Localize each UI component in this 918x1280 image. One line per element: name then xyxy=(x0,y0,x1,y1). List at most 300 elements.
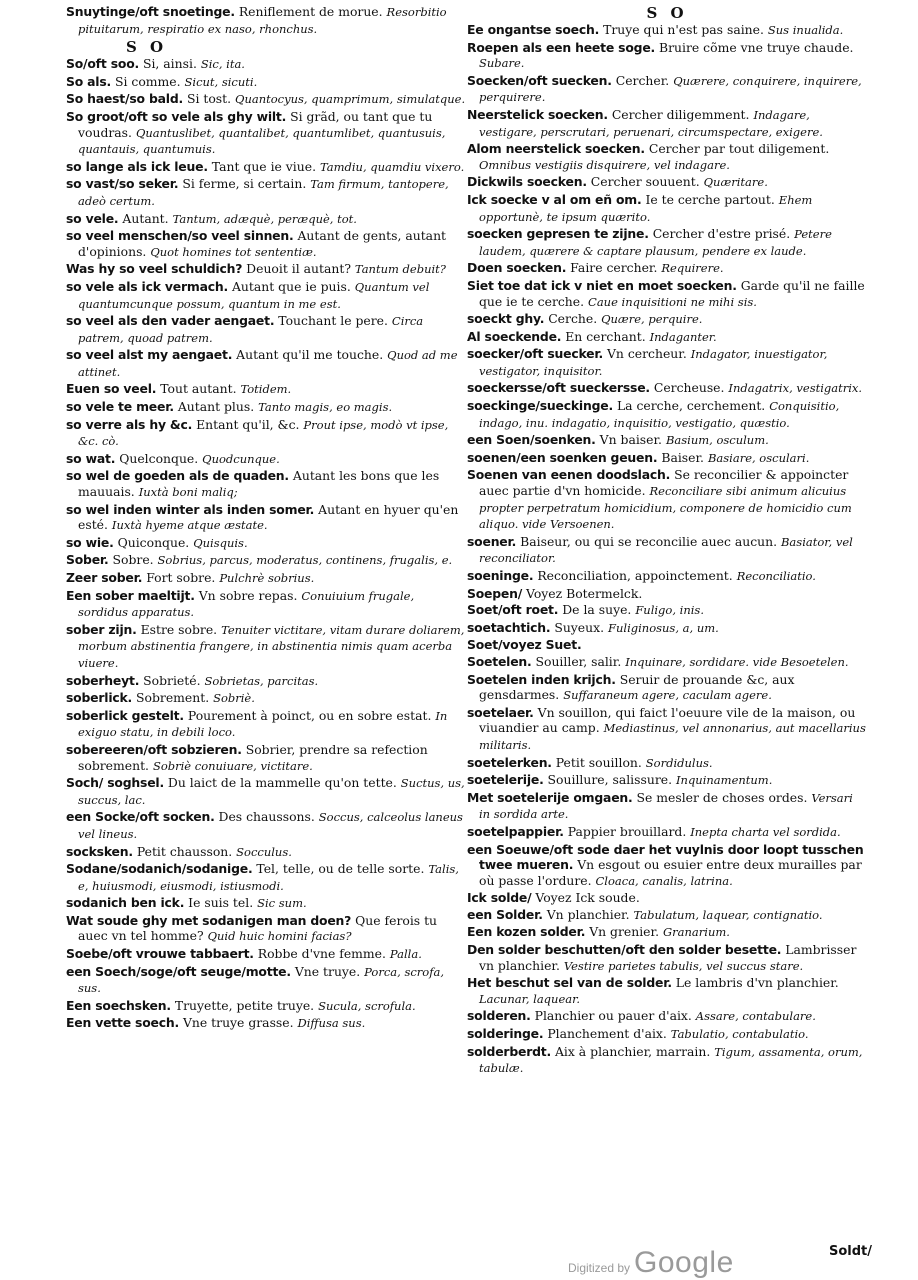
dictionary-entry xyxy=(66,809,466,842)
dictionary-entry xyxy=(66,690,466,707)
headword: Een vette soech. xyxy=(66,1015,180,1031)
latin-gloss: Palla. xyxy=(389,947,422,962)
headword: So groot/oft so vele als ghy wilt. xyxy=(66,108,287,124)
google-watermark xyxy=(568,1246,734,1280)
latin-gloss: Sobriè conuiuare, victitare. xyxy=(152,758,313,773)
latin-gloss: Suffaraneum agere, caculam agere. xyxy=(563,688,772,703)
dictionary-entry xyxy=(467,637,867,653)
latin-gloss: Iuxtà boni maliq; xyxy=(138,485,238,500)
french-gloss: Fort sobre. xyxy=(146,570,216,585)
dictionary-entry xyxy=(467,73,867,106)
french-gloss: Si tost. xyxy=(186,91,232,107)
french-gloss: Autant les bons que les mauuais. xyxy=(78,468,440,500)
french-gloss: En cerchant. xyxy=(565,328,646,344)
french-gloss: Vn planchier. xyxy=(546,906,630,922)
latin-gloss: Indagator, inuestigator, vestigator, inquisitor. xyxy=(479,347,828,378)
french-gloss: Vne truye grasse. xyxy=(182,1015,294,1031)
latin-gloss: Quære, perquire. xyxy=(601,312,703,327)
dictionary-entry xyxy=(66,844,466,861)
headword: so vele te meer. xyxy=(66,399,174,415)
french-gloss: Estre sobre. xyxy=(140,621,218,637)
headword: Wat soude ghy met sodanigen man doen? xyxy=(66,912,352,928)
headword: Het beschut sel van de solder. xyxy=(467,975,672,991)
french-gloss: Vne truye. xyxy=(294,963,361,979)
headword: Ee ongantse soech. xyxy=(467,22,600,37)
latin-gloss: Quantum vel quantumcunque possum, quantum in me est. xyxy=(78,279,430,311)
headword: so wat. xyxy=(66,450,116,466)
headword: soberlick gestelt. xyxy=(66,707,184,723)
latin-gloss: In exiguo statu, in debili loco. xyxy=(78,708,448,740)
dictionary-entry xyxy=(467,824,867,841)
headword: soeckinge/sueckinge. xyxy=(467,398,613,414)
latin-gloss: Socculus. xyxy=(236,844,292,859)
headword: Een sober maeltijt. xyxy=(66,587,195,603)
dictionary-entry xyxy=(467,654,867,671)
headword: soeckersse/oft sueckersse. xyxy=(467,380,650,396)
french-gloss: Vn baiser. xyxy=(599,432,662,448)
dictionary-entry xyxy=(66,570,466,587)
dictionary-entry xyxy=(66,399,466,416)
latin-gloss: Caue inquisitioni ne mihi sis. xyxy=(588,294,757,309)
dictionary-entry xyxy=(66,895,466,912)
headword: so veel alst my aengaet. xyxy=(66,347,233,363)
latin-gloss: Conuiuium frugale, sordidus apparatus. xyxy=(78,588,415,620)
headword: Soet/voyez Suet. xyxy=(467,637,582,653)
headword: soetelerken. xyxy=(467,754,552,770)
dictionary-entry xyxy=(467,432,867,449)
french-gloss: Cercher par tout diligement. xyxy=(648,141,830,157)
french-gloss: Garde qu'il ne faille que ie te cerche. xyxy=(479,277,865,309)
headword: soberlick. xyxy=(66,690,133,706)
latin-gloss: Sic sum. xyxy=(257,896,307,911)
french-gloss: La cerche, cerchement. xyxy=(616,398,766,414)
headword: solderinge. xyxy=(467,1026,544,1042)
headword: Neerstelick soecken. xyxy=(467,106,608,122)
latin-gloss: Indagare, vestigare, perscrutari, peruenari, circumspectare, exigere. xyxy=(479,107,823,139)
latin-gloss: Reconciliatio. xyxy=(736,569,816,583)
dictionary-entry xyxy=(66,56,466,73)
french-gloss: Robbe d'vne femme. xyxy=(257,946,386,962)
latin-gloss: Fuliginosus, a, um. xyxy=(608,620,719,635)
catchword: Soldt/ xyxy=(828,1244,872,1259)
headword: so veel menschen/so veel sinnen. xyxy=(66,228,294,244)
dictionary-entry xyxy=(66,417,466,450)
dictionary-entry xyxy=(66,502,466,534)
french-gloss: Ie te cerche partout. xyxy=(645,191,775,207)
french-gloss: Baiseur, ou qui se reconcilie auec aucun. xyxy=(520,533,778,549)
dictionary-entry xyxy=(467,141,867,173)
latin-gloss: Vestire parietes tabulis, vel succus stare. xyxy=(563,958,804,973)
headword: soecker/oft suecker. xyxy=(467,346,604,362)
french-gloss: Reconciliation, appoinctement. xyxy=(537,568,733,583)
headword: sodanich ben ick. xyxy=(66,895,185,911)
latin-gloss: Mediastinus, vel annonarius, aut macellarius militaris. xyxy=(479,721,866,752)
french-gloss: Tant que ie viue. xyxy=(211,158,317,174)
french-gloss: Touchant le pere. xyxy=(278,313,388,329)
french-gloss: Autant que ie puis. xyxy=(231,278,351,294)
french-gloss: Planchier ou pauer d'aix. xyxy=(534,1008,692,1024)
latin-gloss: Cloaca, canalis, latrina. xyxy=(595,873,733,888)
headword: Soch/ soghsel. xyxy=(66,775,164,791)
french-gloss: Autant. xyxy=(122,210,169,226)
headword: Soecken/oft suecken. xyxy=(467,72,612,88)
latin-gloss: Diffusa sus. xyxy=(297,1016,366,1031)
headword: Soet/oft roet. xyxy=(467,602,559,618)
french-gloss: Deuoit il autant? xyxy=(246,261,351,277)
french-gloss: Petit souillon. xyxy=(555,754,642,770)
headword: soetachtich. xyxy=(467,619,551,635)
french-gloss: Vn souillon, qui faict l'oeuure vile de la maison, ou viuandier au camp. xyxy=(479,704,856,736)
latin-gloss: Assare, contabulare. xyxy=(695,1009,816,1024)
french-gloss: Souillure, salissure. xyxy=(547,772,673,788)
headword: soetelerije. xyxy=(467,772,544,788)
latin-gloss: Sic, ita. xyxy=(200,57,245,72)
headword: So haest/so bald. xyxy=(66,91,184,107)
latin-gloss: Requirere. xyxy=(661,261,724,276)
dictionary-entry xyxy=(467,1008,867,1025)
headword: so wie. xyxy=(66,534,114,550)
latin-gloss: Quantuslibet, quantalibet, quantumlibet, quantusuis, quantauis, quantumuis. xyxy=(78,125,446,157)
french-gloss: Autant de gents, autant d'opinions. xyxy=(78,228,447,259)
french-gloss: Sobrier, prendre sa refection sobrement. xyxy=(78,741,428,773)
dictionary-entry xyxy=(467,467,867,532)
dictionary-entry xyxy=(66,775,466,808)
latin-gloss: Sobrietas, parcitas. xyxy=(204,673,319,688)
dictionary-entry xyxy=(66,211,466,228)
french-gloss: Voyez Ick soude. xyxy=(535,890,640,906)
french-gloss: Si ferme, si certain. xyxy=(182,176,307,192)
french-gloss: Autant en hyuer qu'en esté. xyxy=(78,501,459,533)
french-gloss: Lambrisser vn planchier. xyxy=(479,942,857,973)
french-gloss: Se reconcilier & appoincter auec partie d'vn homicide. xyxy=(479,467,849,499)
french-gloss: Faire cercher. xyxy=(570,260,658,276)
dictionary-entry xyxy=(66,451,466,468)
french-gloss: Cercheuse. xyxy=(653,380,725,396)
latin-gloss: Quot homines tot sententiæ. xyxy=(150,244,317,259)
headword: soeninge. xyxy=(467,568,534,583)
latin-gloss: Inepta charta vel sordida. xyxy=(690,824,841,839)
french-gloss: Planchement d'aix. xyxy=(547,1026,667,1042)
french-gloss: Suyeux. xyxy=(554,619,605,635)
dictionary-entry xyxy=(467,398,867,431)
headword: soenen/een soenken geuen. xyxy=(467,449,658,465)
headword: soecken gepresen te zijne. xyxy=(467,226,649,242)
dictionary-entry xyxy=(467,772,867,789)
headword: een Soen/soenken. xyxy=(467,432,596,448)
dictionary-entry xyxy=(467,975,867,1007)
latin-gloss: Petere laudem, quærere & captare plausum, pendere ex laude. xyxy=(479,227,832,258)
latin-gloss: Iuxtà hyeme atque æstate. xyxy=(111,518,268,533)
french-gloss: Vn grenier. xyxy=(589,924,660,940)
dictionary-entry xyxy=(66,708,466,741)
latin-gloss: Reconciliare sibi animum alicuius propter perpetratum homicidium, componere de homicidio cum aliquo. vide Versoenen. xyxy=(479,484,852,532)
headword: sober zijn. xyxy=(66,621,137,637)
dictionary-entry xyxy=(467,705,867,754)
french-gloss: Se mesler de choses ordes. xyxy=(636,789,808,805)
latin-gloss: Tantum debuit? xyxy=(354,262,446,277)
dictionary-entry xyxy=(467,907,867,924)
dictionary-entry xyxy=(467,672,867,704)
headword: Soepen/ xyxy=(467,585,523,601)
french-gloss: Autant qu'il me touche. xyxy=(236,347,384,363)
dictionary-entry xyxy=(467,174,867,191)
latin-gloss: Soccus, calceolus laneus vel lineus. xyxy=(78,810,463,841)
latin-gloss: Quodcunque. xyxy=(202,451,280,466)
headword: Ick soecke v al om eñ om. xyxy=(467,191,642,207)
dictionary-entry xyxy=(467,755,867,772)
french-gloss: Reniflement de morue. xyxy=(238,4,383,19)
french-gloss: Pappier brouillard. xyxy=(567,823,687,839)
headword: solderen. xyxy=(467,1008,531,1024)
latin-gloss: Basium, osculum. xyxy=(665,433,769,448)
dictionary-entry xyxy=(467,568,867,585)
headword: Sober. xyxy=(66,552,109,568)
watermark-prefix: Digitized by xyxy=(568,1261,631,1275)
headword: so verre als hy &c. xyxy=(66,416,193,432)
headword: Roepen als een heete soge. xyxy=(467,39,656,55)
dictionary-entry xyxy=(467,790,867,823)
latin-gloss: Lacunar, laquear. xyxy=(479,991,581,1006)
dictionary-entry xyxy=(467,942,867,974)
headword: Den solder beschutten/oft den solder besette. xyxy=(467,942,782,958)
french-gloss: Cercher d'estre prisé. xyxy=(652,226,791,242)
dictionary-entry xyxy=(467,534,867,567)
dictionary-entry xyxy=(467,924,867,941)
latin-gloss: Subare. xyxy=(479,56,525,71)
latin-gloss: Fuligo, inis. xyxy=(635,603,704,618)
headword: Al soeckende. xyxy=(467,328,562,344)
french-gloss: Truye qui n'est pas saine. xyxy=(603,22,764,37)
latin-gloss: Sobriè. xyxy=(213,691,255,706)
latin-gloss: Quisquis. xyxy=(193,535,248,550)
dictionary-entry xyxy=(66,673,466,690)
latin-gloss: Tabulatio, contabulatio. xyxy=(670,1027,809,1042)
french-gloss: Pourement à poinct, ou en sobre estat. xyxy=(187,707,432,723)
headword: soetelaer. xyxy=(467,704,534,720)
dictionary-entry xyxy=(467,1026,867,1043)
french-gloss: Du laict de la mammelle qu'on tette. xyxy=(167,775,397,791)
latin-gloss: Suctus, us, succus, lac. xyxy=(78,776,465,807)
french-gloss: Entant qu'il, &c. xyxy=(196,416,300,432)
dictionary-entry xyxy=(467,890,867,906)
headword: soener. xyxy=(467,533,517,549)
dictionary-entry xyxy=(66,74,466,91)
headword: solderberdt. xyxy=(467,1043,552,1059)
latin-gloss: Quid huic homini facias? xyxy=(207,929,352,944)
latin-gloss: Tamdiu, quamdiu vixero. xyxy=(319,159,465,174)
headword: een Solder. xyxy=(467,906,543,922)
section-header: S O xyxy=(126,38,168,57)
dictionary-entry xyxy=(66,109,466,158)
dictionary-entry xyxy=(66,1015,466,1032)
headword: Doen soecken. xyxy=(467,260,567,276)
latin-gloss: Tam firmum, tantopere, adeò certum. xyxy=(78,177,449,208)
dictionary-entry xyxy=(467,278,867,310)
headword: Dickwils soecken. xyxy=(467,174,587,190)
headword: Sodane/sodanich/sodanige. xyxy=(66,861,253,877)
headword: Was hy so veel schuldich? xyxy=(66,261,243,277)
headword: soeckt ghy. xyxy=(467,311,545,327)
french-gloss: Ie suis tel. xyxy=(188,895,254,911)
french-gloss: Tel, telle, ou de telle sorte. xyxy=(256,861,425,877)
headword: Alom neerstelick soecken. xyxy=(467,141,645,157)
dictionary-entry xyxy=(66,176,466,209)
french-gloss: Baiser. xyxy=(661,449,704,465)
dictionary-entry xyxy=(467,329,867,346)
latin-gloss: Pulchrè sobrius. xyxy=(219,571,315,585)
headword: so lange als ick leue. xyxy=(66,158,208,174)
headword: so wel de goeden als de quaden. xyxy=(66,468,289,484)
latin-gloss: Indaganter. xyxy=(649,329,717,344)
right-column xyxy=(467,4,867,1078)
dictionary-entry xyxy=(467,842,867,890)
dictionary-entry xyxy=(66,588,466,621)
dictionary-entry xyxy=(467,346,867,379)
headword: so vast/so seker. xyxy=(66,176,179,192)
headword: Een kozen solder. xyxy=(467,924,586,940)
latin-gloss: Tanto magis, eo magis. xyxy=(258,400,393,415)
latin-gloss: Prout ipse, modò vt ipse, &c. cò. xyxy=(78,417,449,449)
headword: socksken. xyxy=(66,843,133,859)
french-gloss: Que ferois tu auec vn tel homme? xyxy=(78,912,438,944)
dictionary-entry xyxy=(66,622,466,672)
headword: een Socke/oft socken. xyxy=(66,809,215,825)
french-gloss: Sobrement. xyxy=(136,690,210,706)
latin-gloss: Quærere, conquirere, inquirere, perquirere. xyxy=(479,73,862,105)
dictionary-entry xyxy=(467,22,867,39)
french-gloss: Si, ainsi. xyxy=(142,56,197,72)
watermark-brand: Google xyxy=(634,1246,734,1279)
latin-gloss: Quod ad me attinet. xyxy=(78,348,458,379)
headword: so wel inden winter als inden somer. xyxy=(66,501,315,517)
french-gloss: Vn cercheur. xyxy=(606,346,687,362)
french-gloss: Des chaussons. xyxy=(218,809,315,825)
latin-gloss: Basiator, vel reconciliator. xyxy=(479,534,853,566)
dictionary-entry xyxy=(66,4,466,37)
french-gloss: De la suye. xyxy=(562,602,632,618)
dictionary-entry xyxy=(467,602,867,619)
dictionary-entry xyxy=(66,742,466,774)
headword: Soebe/oft vrouwe tabbaert. xyxy=(66,946,254,962)
headword: Ick solde/ xyxy=(467,890,532,906)
french-gloss: Cercher. xyxy=(615,72,670,88)
latin-gloss: Porca, scrofa, sus. xyxy=(78,964,444,996)
dictionary-entry xyxy=(66,913,466,945)
french-gloss: Truyette, petite truye. xyxy=(174,997,315,1013)
headword: Snuytinge/oft snoetinge. xyxy=(66,4,235,19)
dictionary-entry xyxy=(467,192,867,225)
headword: soetelpappier. xyxy=(467,823,564,839)
dictionary-entry xyxy=(66,261,466,278)
french-gloss: Seruir de prouande &c, aux gensdarmes. xyxy=(479,671,795,703)
headword: soberheyt. xyxy=(66,672,140,688)
french-gloss: Le lambris d'vn planchier. xyxy=(675,975,839,991)
headword: So/oft soo. xyxy=(66,56,140,72)
headword: een Soeuwe/oft sode daer het vuylnis door loopt tusschen twee mueren. xyxy=(467,841,864,873)
dictionary-entry xyxy=(66,228,466,260)
latin-gloss: Sus inualida. xyxy=(767,23,844,37)
french-gloss: Cercher souuent. xyxy=(590,174,700,190)
dictionary-entry xyxy=(467,226,867,259)
latin-gloss: Talis, e, huiusmodi, eiusmodi, istiusmodi. xyxy=(78,862,459,893)
dictionary-entry xyxy=(66,381,466,398)
section-header: S O xyxy=(646,4,688,22)
dictionary-entry xyxy=(66,946,466,963)
latin-gloss: Quantocyus, quamprimum, simulatque. xyxy=(235,92,466,107)
dictionary-entry xyxy=(467,260,867,277)
latin-gloss: Tantum, adæquè, peræquè, tot. xyxy=(172,211,357,226)
headword: Een soechsken. xyxy=(66,997,171,1013)
french-gloss: Si comme. xyxy=(115,73,181,89)
french-gloss: Souiller, salir. xyxy=(535,653,622,669)
headword: Soetelen. xyxy=(467,653,532,669)
latin-gloss: Granarium. xyxy=(662,925,730,940)
latin-gloss: Basiare, osculari. xyxy=(707,450,810,465)
latin-gloss: Tabulatum, laquear, contignatio. xyxy=(633,907,823,922)
french-gloss: Bruire cõme vne truye chaude. xyxy=(659,39,854,55)
dictionary-entry xyxy=(66,861,466,894)
headword: So als. xyxy=(66,73,112,89)
dictionary-entry xyxy=(467,450,867,467)
french-gloss: Quelconque. xyxy=(119,450,199,466)
dictionary-entry xyxy=(66,468,466,500)
latin-gloss: Resorbitio pituitarum, respiratio ex naso, rhonchus. xyxy=(78,5,447,36)
latin-gloss: Ehem opportunè, te ipsum quærito. xyxy=(479,192,813,224)
french-gloss: Voyez Botermelck. xyxy=(526,585,643,601)
latin-gloss: Sordidulus. xyxy=(645,755,713,770)
dictionary-entry xyxy=(66,159,466,176)
headword: sobereeren/oft sobzieren. xyxy=(66,741,242,757)
latin-gloss: Tenuiter victitare, vitam durare doliarem, morbum abstinentia frangere, in abstinentia nimis quam acerba viuere. xyxy=(78,622,465,670)
french-gloss: Petit chausson. xyxy=(136,843,233,859)
headword: so vele als ick vermach. xyxy=(66,278,229,294)
latin-gloss: Omnibus vestigiis disquirere, vel indagare. xyxy=(479,157,730,172)
latin-gloss: Sucula, scrofula. xyxy=(318,998,416,1013)
latin-gloss: Tigum, assamenta, orum, tabulæ. xyxy=(479,1044,863,1076)
latin-gloss: Sobrius, parcus, moderatus, continens, frugalis, e. xyxy=(157,553,453,568)
dictionary-entry xyxy=(66,91,466,108)
left-column xyxy=(66,4,466,1033)
french-gloss: Sobrieté. xyxy=(143,672,201,688)
latin-gloss: Circa patrem, quoad patrem. xyxy=(78,314,424,345)
french-gloss: Cerche. xyxy=(548,311,598,327)
dictionary-entry xyxy=(467,586,867,602)
headword: so veel als den vader aengaet. xyxy=(66,313,275,329)
headword: Met soetelerije omgaen. xyxy=(467,789,633,805)
dictionary-entry xyxy=(66,552,466,569)
french-gloss: Autant plus. xyxy=(177,399,255,415)
headword: Soenen van eenen doodslach. xyxy=(467,467,671,483)
latin-gloss: Versari in sordida arte. xyxy=(479,790,853,822)
latin-gloss: Inquinamentum. xyxy=(676,773,773,788)
dictionary-entry xyxy=(66,535,466,552)
dictionary-entry xyxy=(467,1044,867,1077)
dictionary-entry xyxy=(467,40,867,72)
dictionary-entry xyxy=(467,107,867,140)
headword: Siet toe dat ick v niet en moet soecken. xyxy=(467,277,737,293)
dictionary-entry xyxy=(66,347,466,380)
french-gloss: Aix à planchier, marrain. xyxy=(554,1043,711,1059)
french-gloss: Sobre. xyxy=(112,552,154,568)
latin-gloss: Quæritare. xyxy=(703,175,768,190)
latin-gloss: Indagatrix, vestigatrix. xyxy=(728,381,863,396)
dictionary-entry xyxy=(66,313,466,346)
latin-gloss: Inquinare, sordidare. vide Besoetelen. xyxy=(625,654,849,669)
headword: Soetelen inden krijch. xyxy=(467,671,616,687)
dictionary-entry xyxy=(467,380,867,397)
french-gloss: Vn sobre repas. xyxy=(198,587,298,603)
french-gloss: Cercher diligemment. xyxy=(611,106,750,122)
